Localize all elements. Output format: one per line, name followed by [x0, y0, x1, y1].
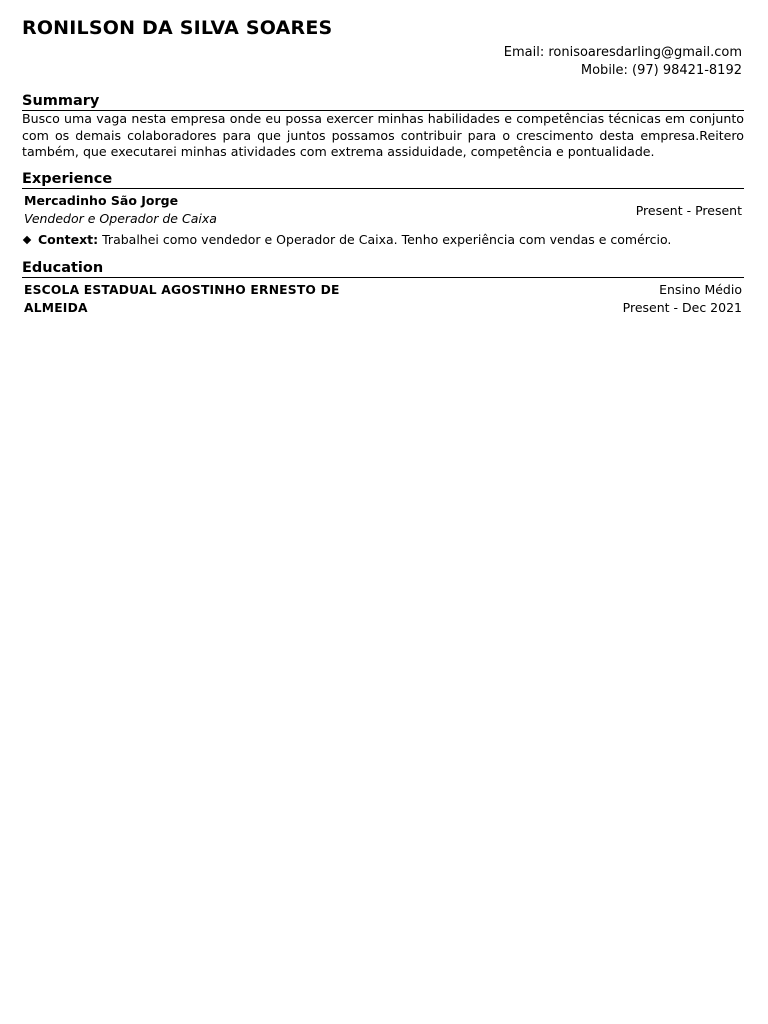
diamond-bullet-icon: [23, 236, 31, 244]
email-text: Email: ronisoaresdarling@gmail.com: [503, 45, 742, 60]
job-company: Mercadinho São Jorge: [24, 193, 179, 208]
contact-info: [504, 44, 742, 80]
candidate-name: RONILSON DA SILVA SOARES: [22, 17, 333, 39]
school-name: ESCOLA ESTADUAL AGOSTINHO ERNESTO DE ALMEIDA: [24, 283, 340, 315]
education-dates: Present - Dec 2021: [622, 300, 742, 315]
job-dates: Present - Present: [635, 203, 742, 218]
degree-text: Ensino Médio: [659, 282, 742, 297]
job-bullet: [22, 232, 671, 248]
job-role: Vendedor e Operador de Caixa: [24, 211, 217, 226]
experience-heading: Experience: [22, 171, 744, 189]
mobile-text: Mobile: (97) 98421-8192: [580, 63, 742, 78]
summary-text: Busco uma vaga nesta empresa onde eu possa exercer minhas habilidades e competências técnicas em conjunto com os demais colaboradores para que juntos possamos contribuir para o crescimento desta empresa.Reitero também, que executarei minhas atividades com extrema assiduidade, competência e pontualidade.: [22, 111, 744, 159]
bullet-text: Trabalhei como vendedor e Operador de Caixa. Tenho experiência com vendas e comércio.: [98, 232, 672, 247]
summary-heading: Summary: [22, 93, 744, 111]
education-heading: Education: [22, 260, 744, 278]
bullet-label: Context:: [38, 232, 99, 247]
